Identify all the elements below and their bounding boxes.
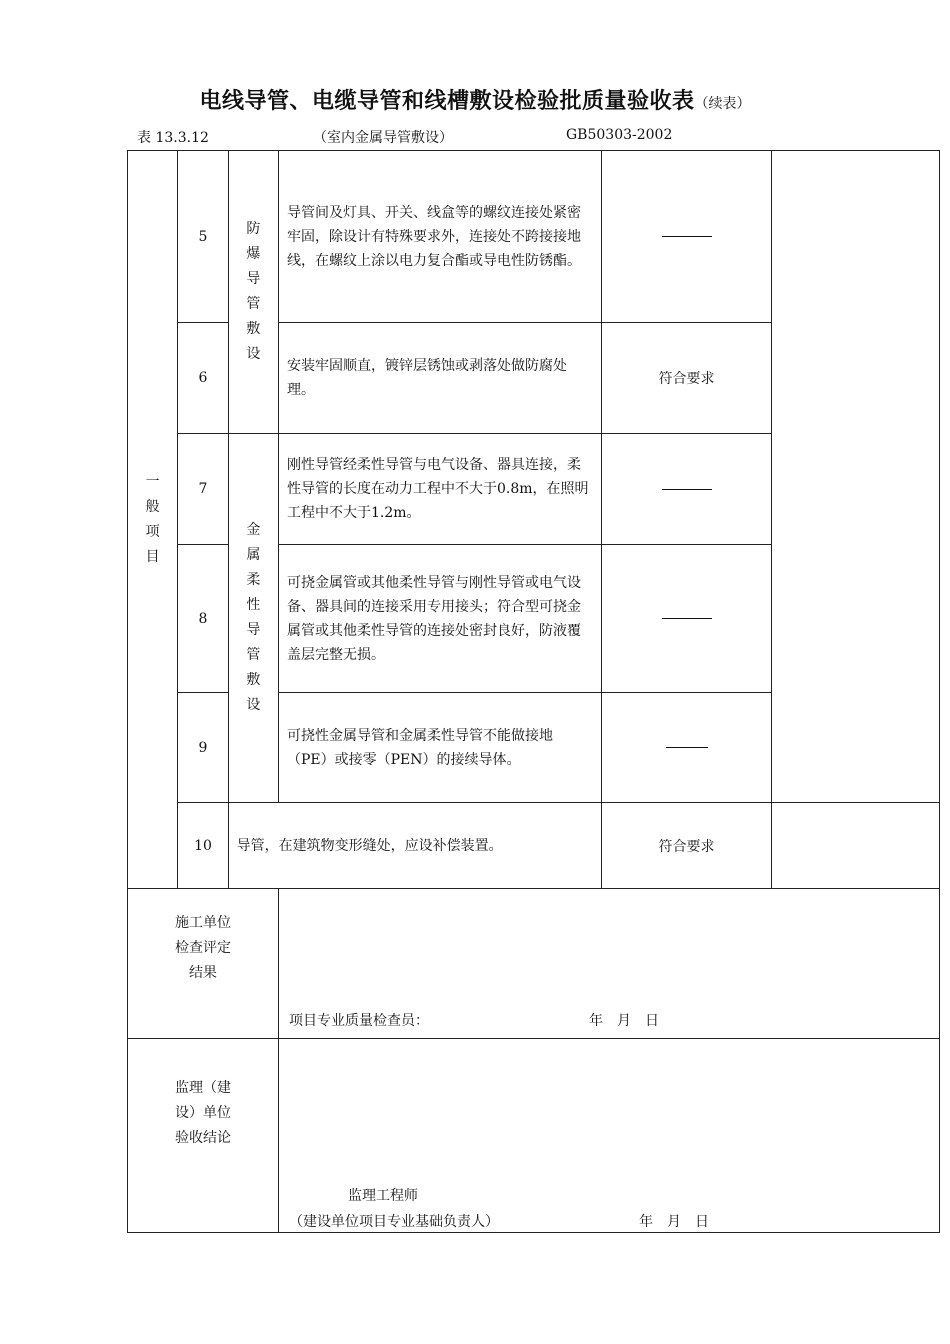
construction-result-cell — [279, 889, 940, 1039]
general-items-label: 一 般 项 目 — [128, 151, 178, 889]
item-number: 10 — [178, 803, 228, 889]
supervision-unit-label: 监理（建 设）单位 验收结论 — [128, 1039, 279, 1233]
table-subtitle: （室内金属导管敷设） — [313, 130, 453, 146]
quality-inspector-label: 项目专业质量检查员： — [289, 1013, 429, 1029]
inspection-table — [127, 150, 940, 1233]
not-applicable-dash — [666, 747, 708, 748]
item-number: 5 — [178, 151, 228, 323]
title-main: 电线导管、电缆导管和线槽敷设检验批质量验收表 — [199, 89, 695, 114]
owner-representative-label: （建设单位项目专业基础负责人） — [289, 1214, 499, 1230]
title-suffix: （续表） — [694, 96, 751, 112]
acceptance-record-cell — [772, 151, 940, 803]
item-description: 导管间及灯具、开关、线盒等的螺纹连接处紧密牢固，除设计有特殊要求外，连接处不跨接接地线，在螺纹上涂以电力复合酯或导电性防锈酯。 — [279, 151, 602, 323]
standard-code: GB50303-2002 — [566, 127, 673, 143]
item-description: 可挠性金属导管和金属柔性导管不能做接地（PE）或接零（PEN）的接续导体。 — [279, 693, 602, 803]
item-number: 8 — [178, 545, 228, 693]
explosion-proof-group-label: 防 爆 导 管 敷 设 — [228, 151, 278, 434]
item-description: 刚性导管经柔性导管与电气设备、器具连接，柔性导管的长度在动力工程中不大于0.8m，在照明工程中不大于1.2m。 — [279, 434, 602, 545]
acceptance-record-cell — [772, 803, 940, 889]
flexible-conduit-group-label: 金 属 柔 性 导 管 敷 设 — [228, 434, 278, 803]
construction-result-row — [128, 889, 940, 1039]
item-number: 6 — [178, 323, 228, 434]
check-result — [602, 545, 772, 693]
check-result — [602, 434, 772, 545]
not-applicable-dash — [662, 489, 712, 490]
table-row — [128, 803, 940, 889]
check-result — [602, 693, 772, 803]
not-applicable-dash — [662, 236, 712, 237]
item-description: 安装牢固顺直，镀锌层锈蚀或剥落处做防腐处理。 — [279, 323, 602, 434]
supervision-result-row — [128, 1039, 940, 1233]
item-number: 7 — [178, 434, 228, 545]
inspection-date: 年 月 日 — [589, 1013, 659, 1029]
item-description: 导管，在建筑物变形缝处，应设补偿装置。 — [228, 803, 601, 889]
acceptance-date: 年 月 日 — [639, 1214, 709, 1230]
not-applicable-dash — [662, 618, 712, 619]
table-number: 表 13.3.12 — [137, 130, 209, 146]
item-number: 9 — [178, 693, 228, 803]
item-description: 可挠金属管或其他柔性导管与刚性导管或电气设备、器具间的连接采用专用接头；符合型可挠金属管或其他柔性导管的连接处密封良好，防液覆盖层完整无损。 — [279, 545, 602, 693]
check-result: 符合要求 — [602, 323, 772, 434]
supervising-engineer-label: 监理工程师 — [348, 1188, 418, 1204]
check-result: 符合要求 — [602, 803, 772, 889]
check-result — [602, 151, 772, 323]
form-title — [0, 84, 950, 115]
construction-unit-label: 施工单位 检查评定 结果 — [128, 889, 279, 1039]
supervision-result-cell — [279, 1039, 940, 1233]
table-row — [128, 151, 940, 323]
